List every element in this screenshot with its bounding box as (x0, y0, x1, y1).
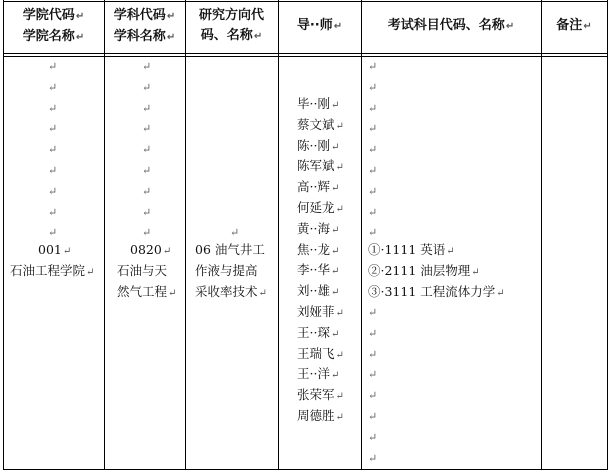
return-mark: ↵ (48, 80, 58, 94)
return-mark: ↵ (368, 143, 378, 157)
advisor-name-text: 王··琛 (297, 324, 330, 340)
header-divider-double (3, 56, 607, 57)
return-mark: ↵ (335, 307, 344, 319)
return-mark: ↵ (48, 163, 58, 177)
return-mark: ↵ (75, 32, 85, 43)
return-mark: ↵ (48, 226, 58, 240)
return-mark: ↵ (166, 11, 176, 22)
exam-return-marks-top (368, 57, 377, 244)
discipline-return-marks (142, 57, 151, 244)
exam-subject-text: ①·1111 英语 (368, 242, 446, 257)
return-mark: ↵ (368, 122, 378, 136)
advisor-name-text: 王瑞飞 (297, 345, 335, 361)
advisor-name (297, 281, 344, 302)
advisor-name-text: 刘··雄 (297, 283, 330, 299)
advisor-name-text: 刘娅菲 (297, 303, 335, 319)
header-remarks (541, 16, 607, 37)
header-exam (361, 16, 541, 37)
return-mark: ↵ (142, 205, 152, 219)
advisor-name (297, 260, 344, 281)
table-border-top (3, 1, 607, 2)
return-mark: ↵ (62, 246, 72, 257)
column-divider (361, 0, 362, 470)
return-mark: ↵ (48, 122, 58, 136)
return-mark: ↵ (86, 267, 95, 278)
column-divider (541, 0, 542, 470)
return-mark: ↵ (330, 266, 340, 278)
return-mark: ↵ (471, 266, 480, 278)
advisor-name-text: 王··洋 (297, 366, 330, 382)
advisor-name-text: 张荣军 (297, 387, 335, 403)
advisor-list (297, 94, 344, 427)
exam-subject (368, 282, 505, 303)
advisor-name-text: 陈··刚 (297, 137, 330, 153)
return-mark: ↵ (166, 32, 176, 43)
return-mark: ↵ (330, 245, 340, 257)
return-mark: ↵ (368, 347, 378, 361)
advisor-name (297, 344, 344, 365)
exam-subject-text: ②·2111 油层物理 (368, 262, 471, 278)
return-mark: ↵ (368, 389, 378, 403)
return-mark: ↵ (142, 122, 152, 136)
return-mark: ↵ (142, 143, 152, 157)
return-mark: ↵ (168, 287, 177, 299)
return-mark: ↵ (48, 101, 58, 115)
return-mark: ↵ (230, 226, 240, 239)
advisor-name-text: 何延龙 (297, 199, 335, 215)
exam-return-marks-bottom (368, 303, 377, 469)
return-mark: ↵ (368, 60, 378, 73)
advisor-name-text: 周德胜 (297, 407, 335, 423)
return-mark: ↵ (48, 143, 58, 157)
return-mark: ↵ (583, 21, 592, 32)
return-mark: ↵ (142, 80, 152, 94)
college-name-text: 石油工程学院 (10, 263, 86, 278)
header-divider (3, 53, 607, 54)
return-mark: ↵ (335, 391, 344, 403)
header-college (3, 6, 104, 48)
header-direction (185, 6, 278, 47)
advisor-name-text: 陈军斌 (297, 158, 335, 174)
direction-line: 06 油气井工 (195, 242, 265, 257)
advisor-name (297, 406, 344, 427)
discipline-code (130, 240, 171, 263)
return-mark: ↵ (335, 203, 344, 215)
table-border-bottom (3, 469, 607, 470)
discipline-name-line: 然气工程 (117, 283, 168, 299)
return-mark: ↵ (368, 368, 378, 382)
return-mark: ↵ (142, 226, 152, 240)
return-mark: ↵ (446, 246, 455, 257)
header-line: 学院代码 (22, 8, 75, 23)
discipline-name (117, 261, 176, 303)
advisor-name (297, 177, 344, 198)
return-mark: ↵ (496, 287, 505, 299)
column-divider (104, 0, 105, 470)
return-mark: ↵ (368, 226, 378, 240)
column-divider (278, 0, 279, 470)
advisor-name-text: 黄··海 (297, 220, 330, 236)
return-mark: ↵ (333, 21, 343, 32)
return-mark: ↵ (48, 205, 58, 219)
college-code (38, 240, 71, 263)
return-mark: ↵ (368, 205, 378, 219)
advisor-name-text: 蔡文斌 (297, 116, 335, 132)
return-mark: ↵ (335, 349, 344, 361)
return-mark: ↵ (335, 411, 344, 423)
return-mark: ↵ (142, 163, 152, 177)
return-mark: ↵ (48, 60, 58, 73)
column-divider (185, 0, 186, 470)
return-mark: ↵ (368, 101, 378, 115)
return-mark: ↵ (368, 409, 378, 423)
return-mark: ↵ (142, 101, 152, 115)
header-line: 考试科目代码、名称 (387, 18, 505, 33)
advisor-name (297, 115, 344, 136)
return-mark: ↵ (505, 21, 515, 32)
table-border-right (607, 0, 608, 470)
advisor-name-text: 焦··龙 (297, 241, 330, 257)
return-mark: ↵ (253, 31, 263, 42)
college-code-text: 001 (38, 242, 62, 257)
discipline-code-text: 0820 (130, 242, 162, 257)
exam-subject-list (368, 240, 505, 302)
return-mark: ↵ (368, 451, 378, 465)
advisor-name (297, 240, 344, 261)
return-mark: ↵ (142, 184, 152, 198)
return-mark: ↵ (330, 370, 340, 382)
advisor-name (297, 156, 344, 177)
advisor-name (297, 323, 344, 344)
exam-subject-text: ③·3111 工程流体力学 (368, 283, 496, 299)
return-mark: ↵ (330, 287, 340, 299)
table-border-left (3, 0, 4, 470)
advisor-name (297, 385, 344, 406)
advisor-name (297, 198, 344, 219)
return-mark: ↵ (330, 100, 340, 111)
college-name (10, 261, 94, 284)
return-mark: ↵ (330, 183, 340, 195)
return-mark: ↵ (368, 326, 378, 340)
return-mark: ↵ (368, 306, 378, 319)
advisor-name (297, 94, 344, 115)
advisor-name-text: 李··华 (297, 262, 330, 278)
return-mark: ↵ (368, 80, 378, 94)
header-line: 备注 (556, 18, 583, 33)
header-advisor (278, 16, 361, 37)
return-mark: ↵ (48, 184, 58, 198)
return-mark: ↵ (330, 224, 340, 236)
header-line: 学院名称 (22, 29, 75, 44)
advisor-name (297, 136, 344, 157)
return-mark: ↵ (335, 120, 344, 132)
discipline-name-line: 石油与天 (117, 263, 168, 278)
direction-line: 作液与提高 (195, 262, 258, 278)
header-line: 学科代码 (113, 8, 166, 23)
advisor-name (297, 302, 344, 323)
direction-line: 采收率技术 (195, 283, 258, 299)
return-mark: ↵ (368, 430, 378, 444)
header-discipline (104, 6, 185, 48)
research-direction (195, 240, 267, 302)
header-line: 研究方向代 (198, 8, 264, 23)
exam-subject (368, 261, 505, 282)
return-mark: ↵ (330, 328, 340, 340)
header-line: 码、名称 (200, 28, 253, 43)
return-mark: ↵ (335, 162, 344, 174)
advisor-name (297, 219, 344, 240)
header-line: 导··师 (296, 18, 333, 33)
advisor-name (297, 364, 344, 385)
header-line: 学科名称 (113, 29, 166, 44)
return-mark: ↵ (330, 141, 340, 153)
advisor-name-text: 毕··刚 (297, 96, 330, 111)
return-mark: ↵ (368, 163, 378, 177)
return-mark: ↵ (258, 287, 267, 299)
return-mark: ↵ (142, 60, 152, 73)
advisor-name-text: 高··辉 (297, 179, 330, 195)
return-mark: ↵ (162, 246, 172, 257)
exam-subject (368, 240, 505, 261)
college-return-marks (48, 57, 57, 244)
return-mark: ↵ (368, 184, 378, 198)
return-mark: ↵ (75, 11, 85, 22)
